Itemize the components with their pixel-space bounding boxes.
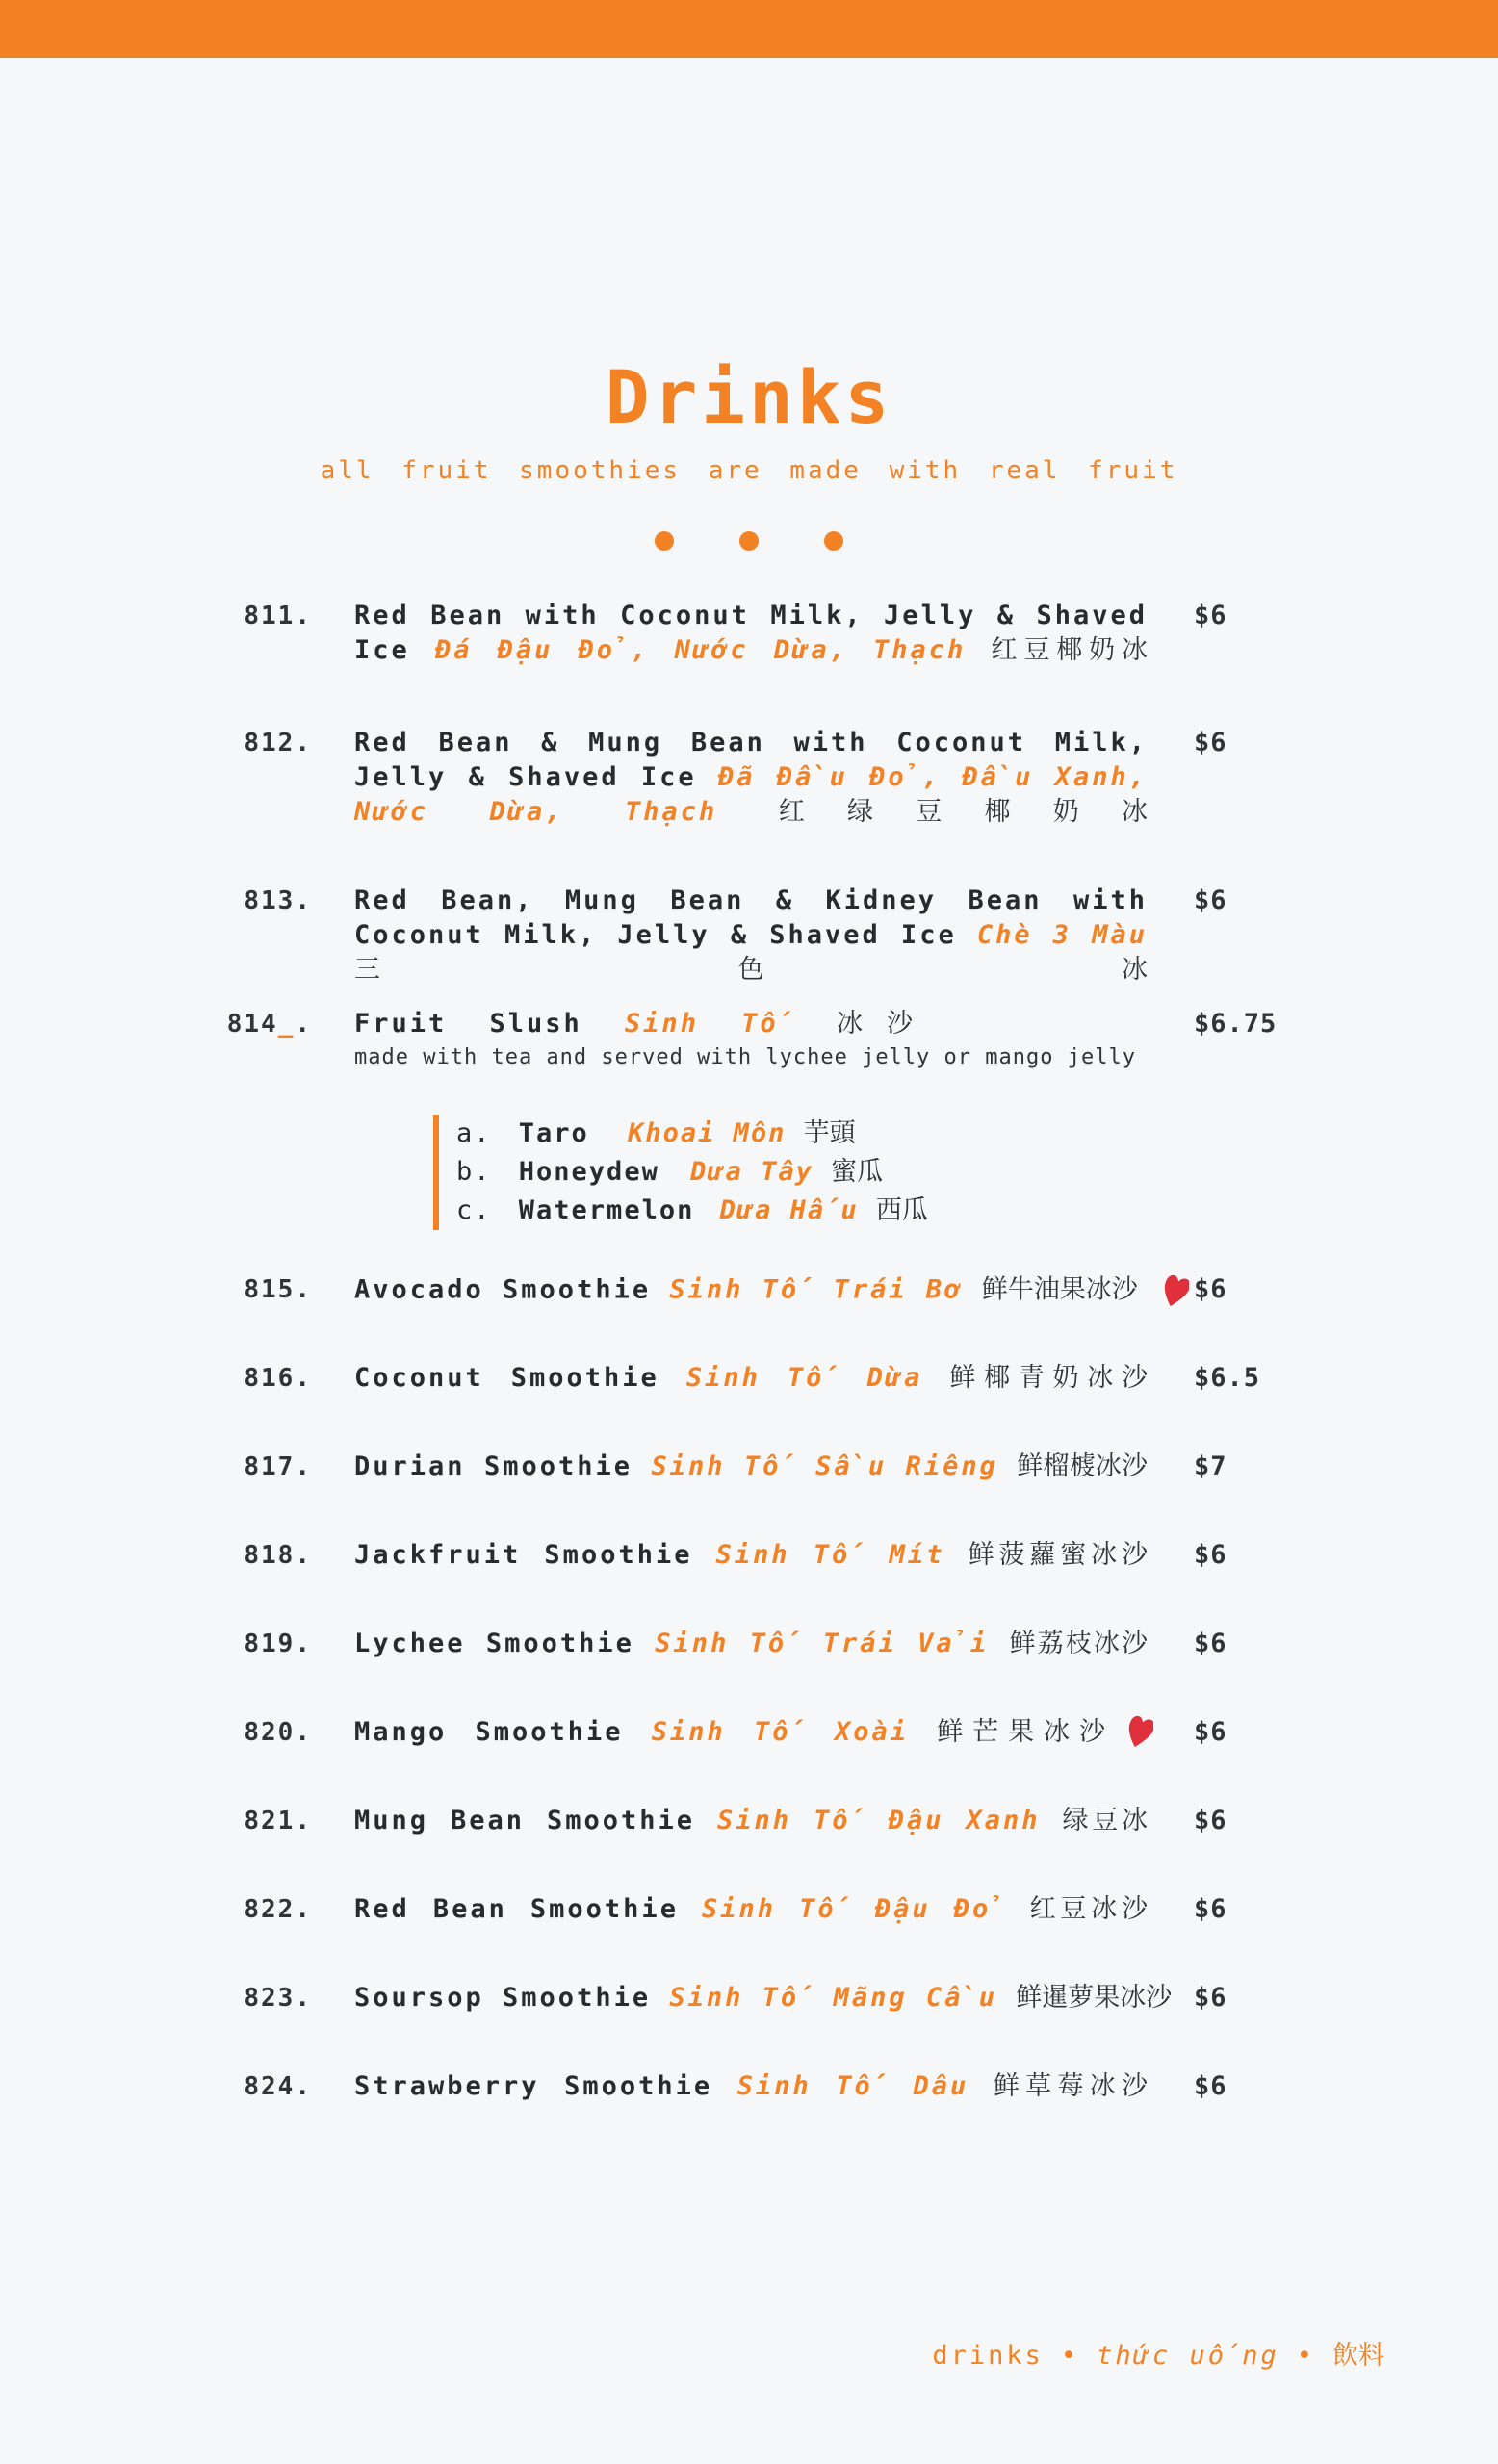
item-name-zh: 鲜荔枝冰沙 — [1009, 1629, 1148, 1658]
item-name-en: Coconut Smoothie — [354, 1363, 659, 1393]
page-subtitle: all fruit smoothies are made with real fruit — [320, 456, 1178, 485]
item-name-en: Durian Smoothie — [354, 1451, 633, 1481]
item-name-zh: 鲜草莓冰沙 — [993, 2071, 1148, 2101]
item-name-en: Red Bean with Coconut Milk, Jelly & Shaved Ice — [354, 601, 1148, 665]
option-name-zh: 西瓜 — [875, 1195, 928, 1225]
footer-label-en: drinks — [932, 2341, 1044, 2371]
item-name-vi: Sinh Tố Đậu Đỏ — [702, 1894, 1007, 1924]
footer-separator: • — [1296, 2341, 1315, 2371]
item-name-zh: 鲜菠蘿蜜冰沙 — [968, 1540, 1148, 1570]
item-name-zh: 鲜椰青奶冰沙 — [949, 1363, 1149, 1393]
top-accent-bar — [0, 0, 1498, 58]
option-letter: c. — [456, 1195, 492, 1225]
list-item — [456, 1153, 928, 1192]
item-name-en: Avocado Smoothie — [354, 1274, 652, 1305]
item-description — [354, 884, 1148, 988]
item-name-vi: Sinh Tố Sầu Riêng — [651, 1451, 998, 1481]
decorative-dots — [0, 531, 1498, 551]
item-number: 811. — [244, 602, 312, 630]
option-letter: a. — [456, 1118, 492, 1148]
item-name-en: Strawberry Smoothie — [354, 2071, 713, 2101]
option-name-vi: Dưa Tây — [690, 1157, 814, 1187]
item-name-vi: Đá Đậu Đỏ, Nước Dừa, Thạch — [434, 635, 967, 665]
item-name-vi: Sinh Tố Dừa — [685, 1363, 923, 1393]
item-number-value: 814 — [226, 1010, 278, 1039]
item-name-vi: Sinh Tố Mãng Cầu — [669, 1983, 997, 2013]
item-name-vi: Sinh Tố Trái Bơ — [669, 1274, 964, 1305]
item-number: 816. — [244, 1364, 312, 1393]
item-number: 820. — [244, 1718, 312, 1747]
item-price: $6 — [1194, 1894, 1227, 1924]
option-letter: b. — [456, 1157, 492, 1187]
page-footer — [932, 2334, 1384, 2372]
item-name-zh: 鲜暹萝果冰沙 — [1016, 1983, 1173, 2013]
item-price: $7 — [1194, 1451, 1227, 1481]
item-name-vi: Sinh Tố Đậu Xanh — [717, 1806, 1041, 1835]
item-number: 821. — [244, 1807, 312, 1835]
item-name-zh: 红绿豆椰奶冰 — [778, 797, 1148, 827]
item-description — [354, 726, 1148, 830]
option-name-zh: 芋頭 — [803, 1118, 856, 1148]
item-number: 823. — [244, 1984, 312, 2013]
list-item — [456, 1192, 928, 1230]
option-name-vi: Dưa Hấu — [719, 1195, 859, 1225]
item-number-dot: . — [295, 1010, 312, 1039]
item-number: 817. — [244, 1452, 312, 1481]
item-name-en: Soursop Smoothie — [354, 1983, 652, 2013]
item-price: $6 — [1194, 728, 1227, 757]
item-description — [354, 1804, 1148, 1838]
item-name-vi: Đã Đầu Đỏ, Đầu Xanh, Nước Dừa, Thạch — [354, 762, 1148, 827]
item-number: 812. — [244, 729, 312, 757]
item-name-en: Mango Smoothie — [354, 1717, 624, 1747]
item-name-vi: Sinh Tố — [624, 1009, 794, 1039]
item-description — [354, 1538, 1148, 1573]
item-price: $6 — [1194, 1806, 1227, 1835]
item-description — [354, 1272, 1148, 1309]
item-name-vi: Sinh Tố Dâu — [736, 2071, 969, 2101]
dot-icon — [739, 531, 759, 551]
item-name-zh: 红豆椰奶冰 — [991, 635, 1148, 665]
option-name-en: Honeydew — [518, 1157, 659, 1187]
item-price: $6 — [1194, 1983, 1227, 2013]
item-number: 813. — [244, 886, 312, 915]
item-number: 818. — [244, 1541, 312, 1570]
footer-label-vi: thức uống — [1097, 2341, 1279, 2371]
item-name-en: Red Bean Smoothie — [354, 1894, 679, 1924]
item-description — [354, 2069, 1148, 2104]
item-description — [354, 1361, 1148, 1396]
item-name-vi: Sinh Tố Trái Vải — [655, 1629, 990, 1658]
option-name-en: Taro — [518, 1118, 589, 1148]
option-name-en: Watermelon — [518, 1195, 695, 1225]
item-price: $6.5 — [1194, 1363, 1261, 1393]
item-price: $6 — [1194, 1629, 1227, 1658]
option-name-zh: 蜜瓜 — [831, 1157, 884, 1187]
item-number — [227, 1007, 312, 1041]
item-name-zh: 冰沙 — [837, 1009, 913, 1039]
footer-separator: • — [1060, 2341, 1080, 2371]
item-number: 824. — [244, 2072, 312, 2101]
item-price: $6 — [1194, 601, 1227, 630]
item-description — [354, 1715, 1105, 1750]
item-name-zh: 鲜牛油果冰沙 — [981, 1274, 1138, 1305]
item-name-en: Red Bean, Mung Bean & Kidney Bean with Coconut Milk, Jelly & Shaved Ice — [354, 886, 1148, 950]
item-description — [354, 599, 1148, 668]
item-description — [354, 1892, 1148, 1927]
item-number: 815. — [244, 1275, 312, 1304]
item-price: $6 — [1194, 1540, 1227, 1570]
item-price: $6 — [1194, 2071, 1227, 2101]
item-note: made with tea and served with lychee jelly or mango jelly — [354, 1045, 1136, 1069]
heart-icon — [1126, 1713, 1153, 1750]
item-name-vi: Sinh Tố Mít — [715, 1540, 945, 1570]
item-name-zh: 红豆冰沙 — [1029, 1894, 1148, 1924]
item-price: $6 — [1194, 1717, 1227, 1747]
item-description — [354, 1627, 1148, 1661]
item-name-en: Jackfruit Smoothie — [354, 1540, 693, 1570]
slush-options-list — [433, 1115, 928, 1230]
item-price: $6 — [1194, 1274, 1227, 1304]
item-name-zh: 鲜芒果冰沙 — [937, 1717, 1106, 1747]
item-name-zh: 鲜榴榩冰沙 — [1017, 1451, 1148, 1481]
dot-icon — [824, 531, 843, 551]
item-name-en: Red Bean & Mung Bean with Coconut Milk, Jelly & Shaved Ice — [354, 728, 1148, 792]
item-number: 822. — [244, 1895, 312, 1924]
item-name-zh: 绿豆冰 — [1062, 1806, 1148, 1835]
item-price: $6 — [1194, 886, 1227, 915]
item-description — [354, 1007, 913, 1041]
item-description — [354, 1450, 1148, 1484]
dot-icon — [655, 531, 674, 551]
footer-label-zh: 飲料 — [1332, 2341, 1384, 2371]
item-number: 819. — [244, 1630, 312, 1658]
cursor-underscore: _ — [277, 1010, 296, 1039]
item-name-en: Fruit Slush — [354, 1009, 582, 1039]
item-name-en: Mung Bean Smoothie — [354, 1806, 696, 1835]
item-name-vi: Chè 3 Màu — [976, 920, 1148, 950]
page-title: Drinks — [605, 354, 893, 440]
item-name-zh: 三色冰 — [354, 955, 1148, 985]
item-name-en: Lychee Smoothie — [354, 1629, 634, 1658]
option-name-vi: Khoai Môn — [628, 1118, 787, 1148]
item-name-vi: Sinh Tố Xoài — [651, 1717, 909, 1747]
item-price: $6.75 — [1194, 1009, 1278, 1039]
list-item — [456, 1115, 928, 1153]
item-description — [354, 1981, 1173, 2015]
heart-icon — [1162, 1272, 1189, 1309]
